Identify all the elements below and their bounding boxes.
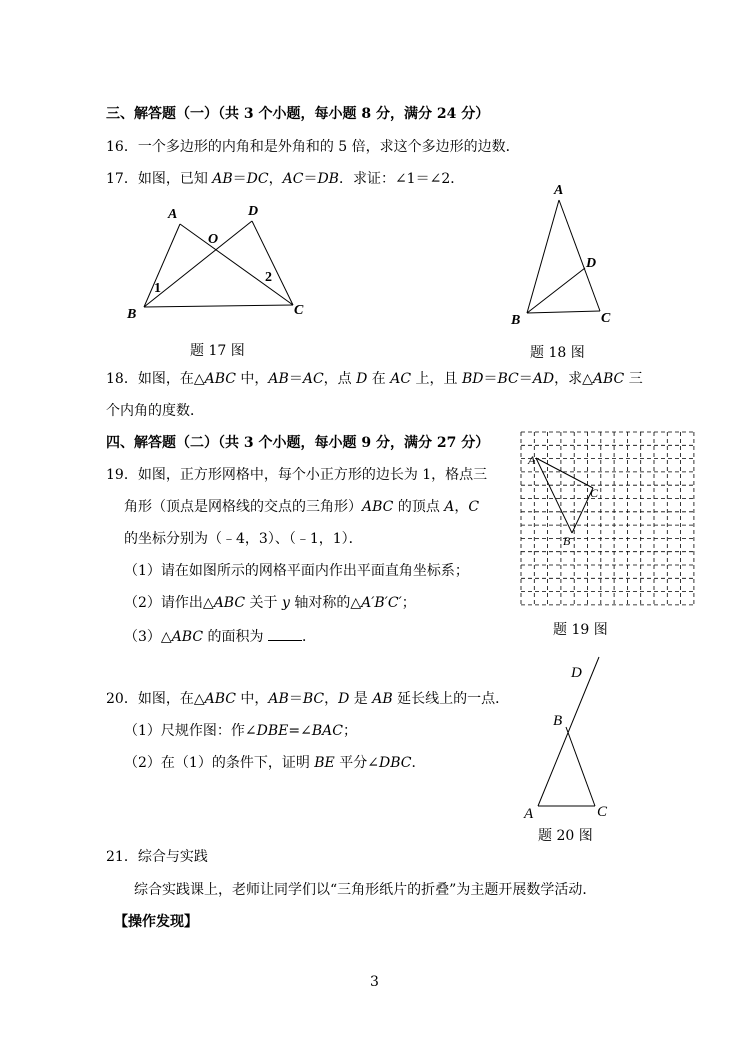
q20-ab: AB <box>372 691 393 707</box>
q17-eq1: ＝ <box>232 171 247 187</box>
q20-part: ， <box>324 691 339 707</box>
q19-part: （3）△ <box>124 629 172 645</box>
q19-abc: ABC <box>171 629 204 645</box>
fig18-caption: 题 18 图 <box>530 345 585 361</box>
q19-abc-prime: A′B′C′ <box>361 595 402 611</box>
q20-bac: BAC <box>311 723 343 739</box>
fig17-label-2: 2 <box>265 270 272 285</box>
q19-part: 角形（顶点是网格线的交点的三角形） <box>124 499 362 515</box>
q17-db: DB <box>317 171 339 187</box>
fig17-label-c: C <box>294 303 304 318</box>
fig19-label-b: B <box>563 534 571 548</box>
question-20-part2 <box>124 753 425 773</box>
fig17-label-o: O <box>208 232 219 247</box>
q20-part: （2）在（1）的条件下，证明 <box>124 755 315 771</box>
q19-c: C <box>468 499 480 515</box>
q20-part: ； <box>342 723 357 739</box>
fig17-caption: 题 17 图 <box>190 343 245 359</box>
q19-part: 轴对称的△ <box>289 595 362 611</box>
q19-abc: ABC <box>362 499 394 515</box>
q17-eq2: ＝ <box>303 171 318 187</box>
fig17-label-1: 1 <box>154 281 161 296</box>
q18-ac: AC <box>302 371 324 387</box>
fig17-label-a: A <box>168 207 178 222</box>
q18-abc: ABC <box>204 371 236 387</box>
question-21-title: 21．综合与实践 <box>106 849 208 865</box>
q18-part: 18．如图，在△ <box>106 371 205 387</box>
q18-part: ，点 <box>323 371 357 387</box>
q20-ab: AB <box>268 691 289 707</box>
q18-eq: ＝ <box>518 371 533 387</box>
q18-ad: AD <box>532 371 555 387</box>
q19-part: ， <box>454 499 469 515</box>
fig20-label-d: D <box>571 665 582 681</box>
question-19-part1: （1）请在如图所示的网格平面内作出平面直角坐标系； <box>124 563 469 579</box>
q19-y: y <box>281 595 290 611</box>
fig19-label-a: A <box>528 453 536 467</box>
q18-part: 上，且 <box>411 371 462 387</box>
q20-part: （1）尺规作图：作∠ <box>124 723 257 739</box>
page-number: 3 <box>370 974 379 990</box>
fig20-seg-bc <box>566 727 595 806</box>
q19-part: ． <box>301 629 316 645</box>
section-4-heading: 四、解答题（二）（共 3 个小题，每小题 9 分，满分 27 分） <box>106 435 490 451</box>
q18-abc: ABC <box>592 371 625 387</box>
q18-part: 在 <box>367 371 391 387</box>
q19-a: A <box>444 499 455 515</box>
question-21-subheading: 【操作发现】 <box>114 914 198 930</box>
question-20-part1 <box>124 721 357 741</box>
q18-eq: ＝ <box>483 371 498 387</box>
fig18-label-c: C <box>601 311 611 326</box>
question-19-line1: 19．如图，正方形网格中，每个小正方形的边长为 1，格点三 <box>106 467 488 483</box>
q18-d: D <box>356 371 368 387</box>
q19-abc: ABC <box>213 595 246 611</box>
q17-dc: DC <box>246 171 269 187</box>
q20-dbe: DBE <box>256 723 289 739</box>
q17-prefix: 17．如图，已知 <box>106 171 213 187</box>
q20-bc: BC <box>302 691 325 707</box>
q19-part: ； <box>401 595 416 611</box>
q19-part: 关于 <box>245 595 282 611</box>
fig20-label-a: A <box>524 806 534 822</box>
fig20-seg-ad <box>538 657 599 806</box>
q17-rest: ．求证：∠1＝∠2． <box>338 171 465 187</box>
fig18-label-b: B <box>511 313 521 328</box>
question-20-line1 <box>106 689 509 709</box>
q20-eq: ＝ <box>288 691 303 707</box>
section-3-heading: 三、解答题（一）（共 3 个小题，每小题 8 分，满分 24 分） <box>106 106 490 122</box>
q18-bd: BD <box>461 371 484 387</box>
question-16: 16．一个多边形的内角和是外角和的 5 倍，求这个多边形的边数． <box>106 139 520 155</box>
q17-comma: ， <box>268 171 283 187</box>
q20-part: 是 <box>349 691 373 707</box>
fig18-label-a: A <box>554 183 564 198</box>
fig20-label-c: C <box>597 804 608 820</box>
q19-part: 的顶点 <box>393 499 445 515</box>
q20-part: 平分∠ <box>334 755 379 771</box>
fig19-label-c: C <box>590 486 599 500</box>
fig20-label-b: B <box>553 713 563 729</box>
q18-ab: AB <box>268 371 289 387</box>
question-19-line3: 的坐标分别为（﹣4，3）、（﹣1，1）． <box>124 531 363 547</box>
q20-d: D <box>338 691 350 707</box>
q20-part: 中， <box>235 691 269 707</box>
q19-part: 的面积为 <box>203 629 268 645</box>
question-21-body: 综合实践课上，老师让同学们以“三角形纸片的折叠”为主题开展数学活动． <box>134 882 597 898</box>
q20-part: 20．如图，在△ <box>106 691 205 707</box>
q20-part: 延长线上的一点． <box>392 691 510 707</box>
q20-part: ． <box>411 755 426 771</box>
q17-ab: AB <box>212 171 233 187</box>
q17-ac: AC <box>282 171 304 187</box>
fig17-label-d: D <box>248 204 259 219</box>
q20-be: BE <box>314 755 335 771</box>
q18-eq: ＝ <box>288 371 303 387</box>
q18-part: ，求△ <box>554 371 593 387</box>
fig18-label-d: D <box>586 256 597 271</box>
q20-part: =∠ <box>288 723 312 739</box>
q18-bc: BC <box>497 371 519 387</box>
q20-abc: ABC <box>204 691 236 707</box>
q19-part: （2）请作出△ <box>124 595 214 611</box>
fig19-caption: 题 19 图 <box>553 622 608 638</box>
q18-part: 三 <box>624 371 643 387</box>
q18-ac: AC <box>390 371 412 387</box>
fig20-caption: 题 20 图 <box>538 828 593 844</box>
q20-dbc: DBC <box>378 755 412 771</box>
question-18-line2: 个内角的度数． <box>106 403 204 419</box>
fig17-label-b: B <box>127 307 137 322</box>
q18-part: 中， <box>235 371 269 387</box>
